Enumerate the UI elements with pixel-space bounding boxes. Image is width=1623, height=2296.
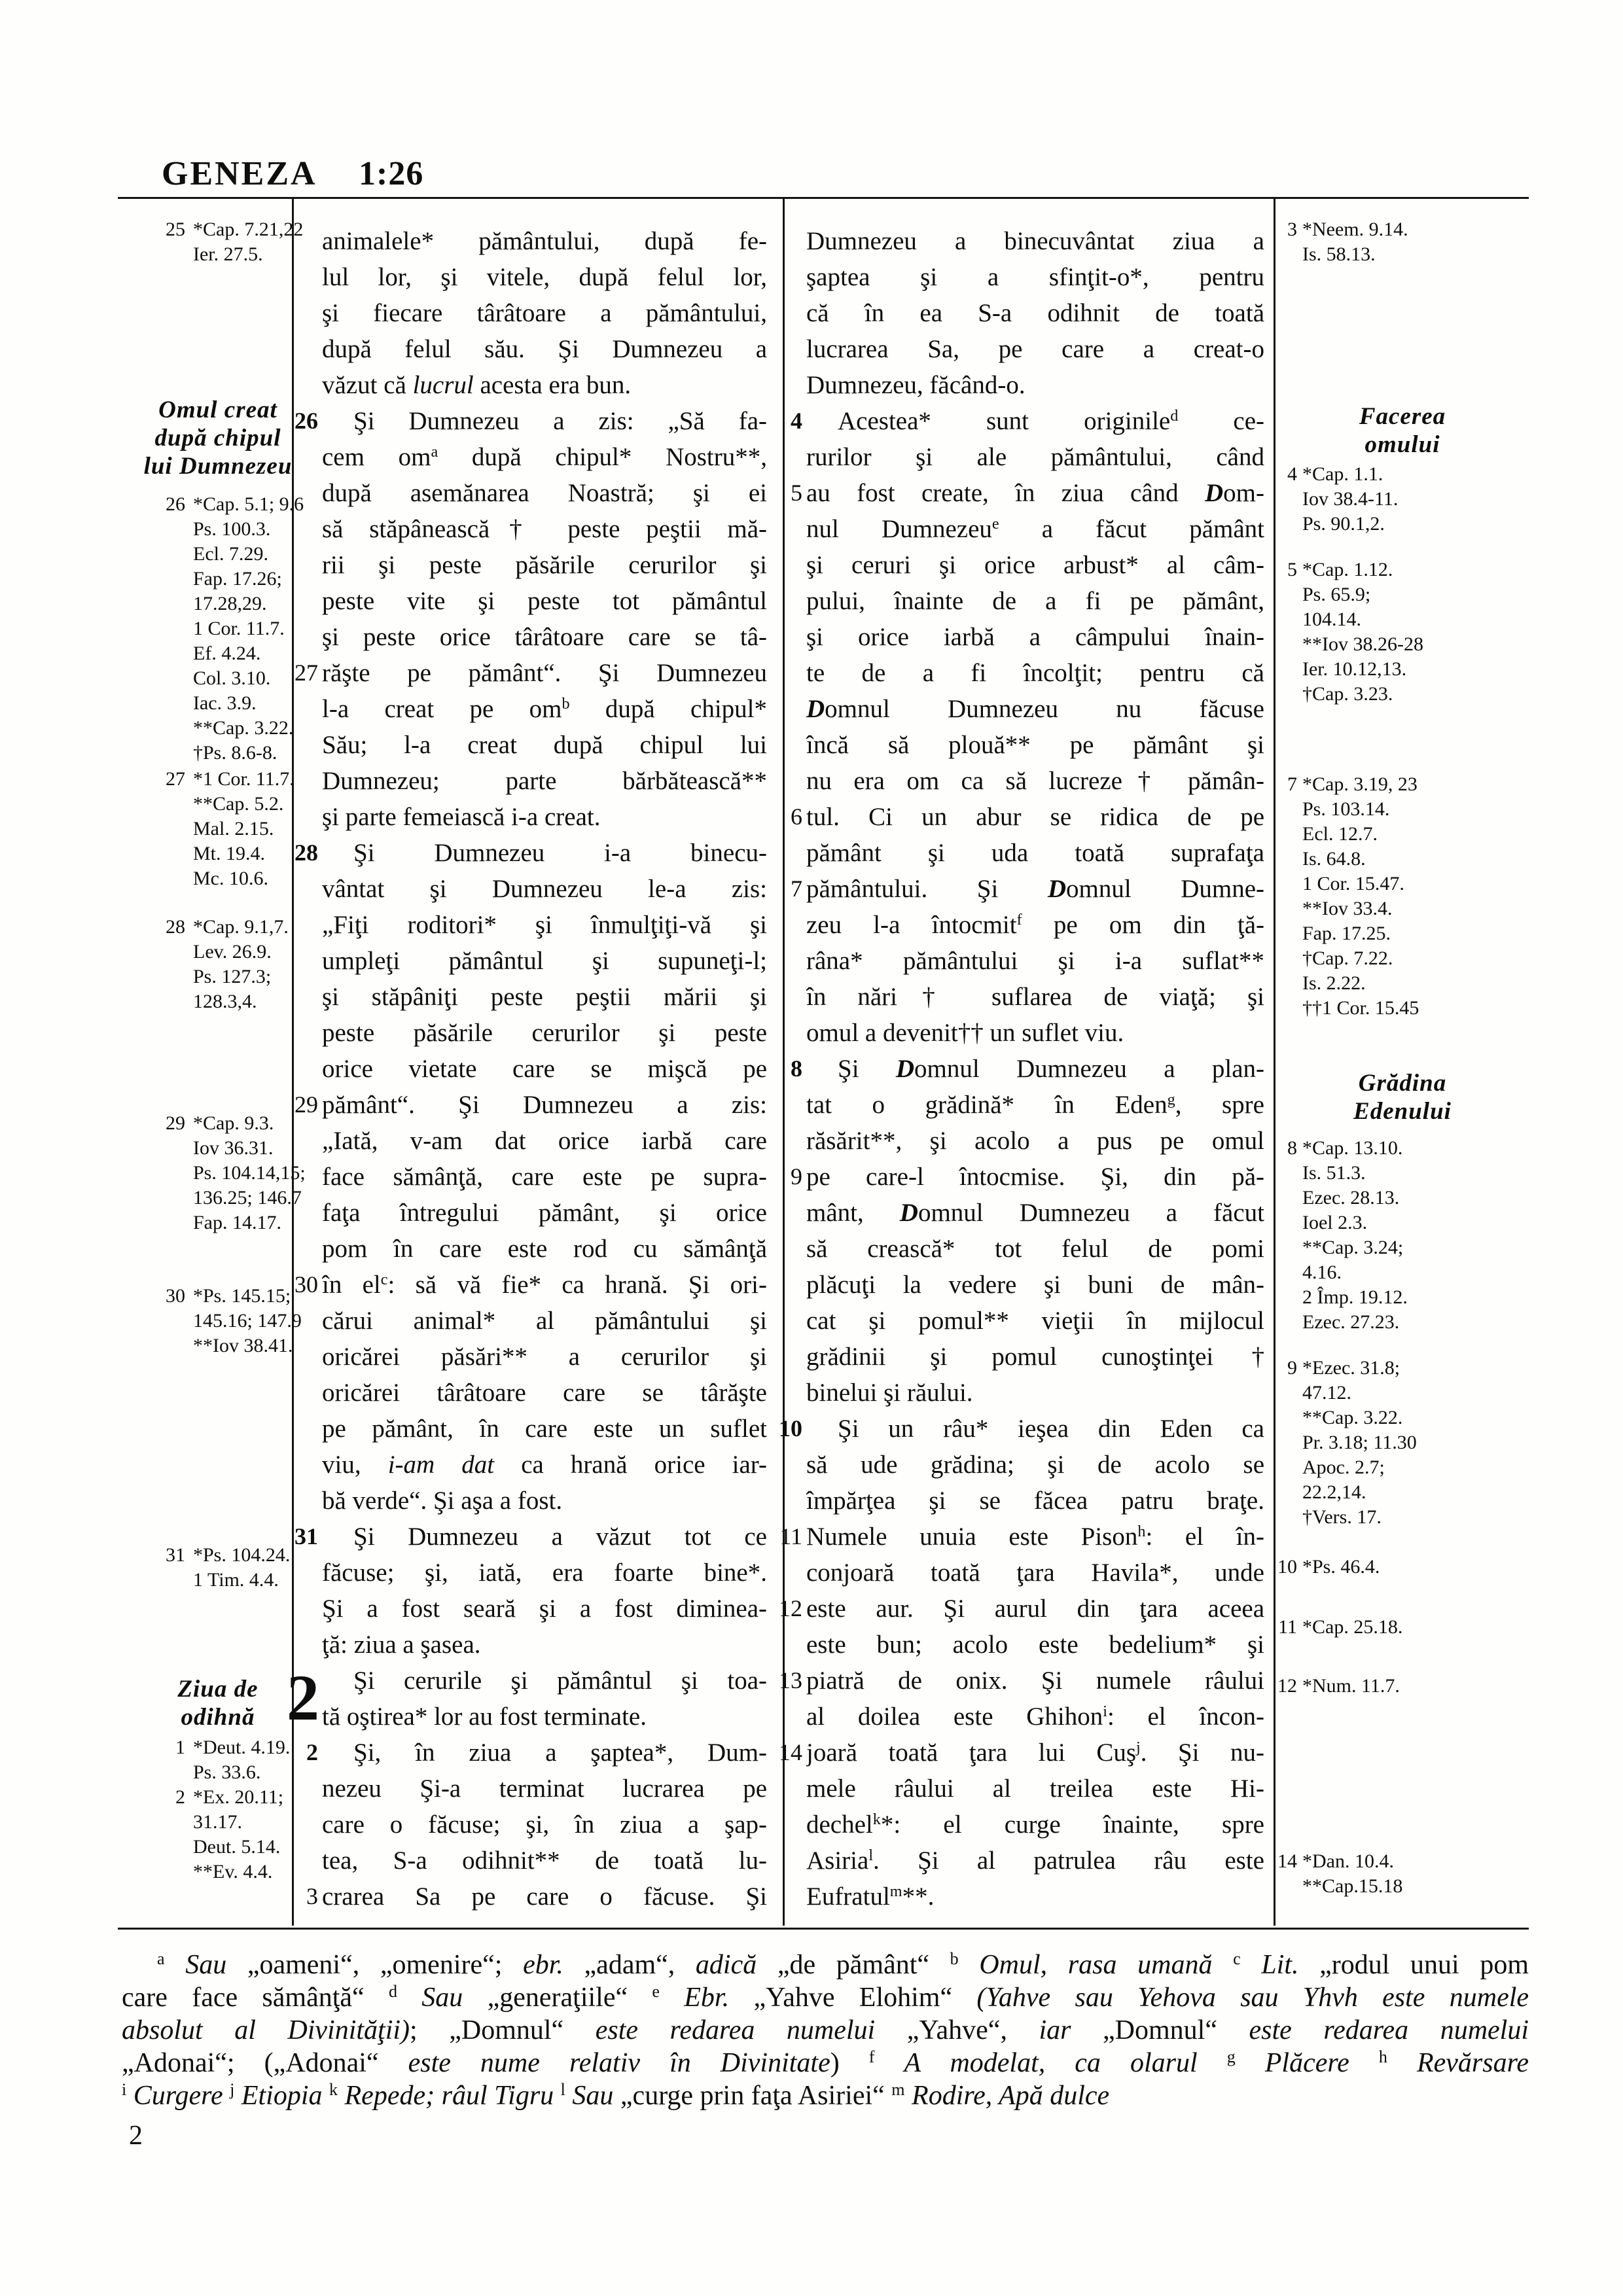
verse-number: 28 [294,839,318,866]
text-line: Dumnezeu; parte bărbătească** [322,767,767,795]
verse-number: 2 [306,1739,318,1765]
text-line: face sămânţă, care este pe supra- [322,1163,767,1191]
text-line: şaptea şi a sfinţit-o*, pentru [806,263,1264,291]
footnote-line: care face sămânţă“ $^d$ Sau „generaţiile“ $^e$ Ebr. „Yahve Elohim“ (Yahve sau Yehova sau Yhvh este numele [122,1981,1529,2013]
text-line: şi peste orice târâtoare care se tâ- [322,623,767,651]
text-line: nezeu Şi-a terminat lucrarea pe [322,1775,767,1803]
verse-block [791,871,1264,1051]
verse-block [294,1087,767,1267]
verse-block [779,1735,1264,1915]
text-line: împărţea şi se făcea patru braţe. [806,1487,1264,1515]
margin-verse-number: 25 [166,219,185,240]
margin-verse-number: 11 [1278,1616,1297,1638]
verse-block [791,403,1264,475]
text-line: bă verde“. Şi aşa a fost. [322,1487,563,1515]
text-line: Şi, în ziua a şaptea*, Dum- [353,1739,767,1767]
text-line: pământ“. Şi Dumnezeu a zis: [322,1091,767,1119]
footnote-marker: d [1170,406,1179,425]
verse-block [779,1591,1264,1663]
text-line: şi ceruri şi orice arbust* al câm- [806,551,1264,579]
text-line: pului, înainte de a fi pe pământ, [806,587,1264,615]
margin-verse-number: 29 [166,1112,185,1134]
verse-number: 26 [294,408,318,434]
margin-ref-entry [120,1111,316,1235]
verse-block [294,403,767,655]
margin-verse-number: 26 [166,493,185,515]
footnote-marker: c [380,1270,388,1288]
text-line: rii şi peste păsările cerurilor şi [322,551,767,579]
text-line: pe pământ, în care este un suflet [322,1415,767,1443]
cross-references: *Ezec. 31.8; 47.12. **Cap. 3.22. Pr. 3.18; 11.30 Apoc. 2.7; 22.2,14. †Vers. 17. [1302,1357,1417,1528]
cross-references: *Cap. 25.18. [1302,1616,1403,1638]
margin-ref-entry [120,915,316,1014]
verse-number: 31 [294,1523,318,1549]
footnote-marker: h [1137,1522,1146,1540]
text-line: după felul său. Şi Dumnezeu a [322,335,767,363]
column-divider-right [1274,198,1275,1926]
margin-ref-entry [1276,557,1529,707]
text-line: umpleţi pământul şi supuneţi-l; [322,947,767,975]
footnote-marker: a [431,442,438,461]
text-line: piatră de onix. Şi numele râului [806,1667,1264,1695]
text-column-1 [287,223,767,1915]
section-heading: Ziua de odihnă [177,1676,259,1731]
text-line: după asemănarea Noastră; şi ei [322,479,767,507]
margin-ref-entry [1276,1356,1529,1530]
text-line: lul lor, şi vitele, după felul lor, [322,263,767,291]
cross-references: *Cap. 3.19, 23 Ps. 103.14. Ecl. 12.7. Is. 64.8. 1 Cor. 15.47. **Iov 33.4. Fap. 17.25. †Cap. 7.22. Is. 2.22. ††1 Cor. 15.45 [1302,773,1419,1019]
margin-verse-number: 27 [166,768,185,790]
text-line: Şi a fost seară şi a fost diminea- [322,1595,767,1623]
text-line: Şi Dumnezeu a văzut tot ce [353,1523,767,1551]
verse-block [294,835,767,1087]
verse-block [294,1519,767,1663]
verse-block [294,655,767,835]
text-line: în $el^c$: să vă fie* ca hrană. Şi ori- [322,1270,767,1299]
text-line: binelui şi răului. [806,1379,973,1407]
text-line: Domnul Dumnezeu nu făcuse [806,695,1264,723]
text-line: în nări† suflarea de viaţă; şi [806,983,1264,1011]
text-line: văzut că lucrul acesta era bun. [322,371,632,399]
text-line: să crească* tot felul de pomi [806,1235,1264,1263]
cross-references: *Cap. 7.21,22 Ier. 27.5. [193,219,304,265]
text-line: omul a devenit†† un suflet viu. [806,1019,1124,1047]
footnote-marker: l [560,2079,565,2099]
text-line: Şi Domnul Dumnezeu a plan- [838,1055,1264,1083]
text-line: să stăpânească† peste peştii mă- [322,515,767,543]
text-line: „Iată, v-am dat orice iarbă care [322,1127,767,1155]
text-line: pământului. Şi Domnul Dumne- [806,875,1264,903]
margin-verse-number: 28 [166,916,185,938]
verse-block [791,1051,1264,1159]
margin-verse-number: 1 [175,1737,185,1758]
text-line: este bun; acolo este bedelium* şi [806,1631,1264,1659]
text-line: Eufratul$^m$**. [806,1882,935,1911]
verse-number: 27 [294,660,318,686]
text-line: mele râului al treilea este Hi- [806,1775,1264,1803]
ornate-capital-d: D [1205,479,1224,507]
text-line: care o făcuse; şi, în ziua a şap- [322,1810,767,1839]
footnote-marker: d [388,1981,397,2001]
text-line: cărui animal* al pământului şi [322,1307,767,1335]
verse-number: 8 [791,1055,802,1082]
text-line: plăcuţi la vedere şi buni de mân- [806,1271,1264,1299]
footnotes [122,1949,1529,2112]
text-line: râna* pământului şi i-a suflat** [806,947,1264,975]
margin-verse-number: 7 [1287,773,1297,795]
text-line: peste păsările cerurilor şi peste [322,1019,767,1047]
verse-block [306,1735,767,1879]
cross-references: *Num. 11.7. [1302,1675,1400,1697]
cross-references: *Cap. 9.1,7. Lev. 26.9. Ps. 127.3; 128.3,4. [193,916,289,1012]
text-line: pământ şi uda toată suprafaţa [806,839,1264,867]
text-line: pe care-l întocmise. Şi, din pă- [806,1163,1264,1191]
cross-references: *Ps. 46.4. [1302,1556,1380,1578]
margin-ref-entry [120,217,316,267]
text-line: cem $om^a$ după chipul* Nostru**, [322,442,767,471]
verse-number: 14 [779,1739,802,1765]
text-line: Asiria$^l$. Şi al patrulea râu este [806,1846,1264,1875]
cross-references: *Cap. 13.10. Is. 51.3. Ezec. 28.13. Ioel 2.3. **Cap. 3.24; 4.16. 2 Împ. 19.12. Ezec. 27.23. [1302,1137,1408,1333]
text-line: orice vietate care se mişcă pe [322,1055,767,1083]
text-line: oricărei păsări** a cerurilor şi [322,1343,767,1371]
cross-references: *1 Cor. 11.7. **Cap. 5.2. Mal. 2.15. Mt. 19.4. Mc. 10.6. [193,768,294,889]
verse-block [779,1519,1264,1591]
text-line: grădinii şi pomul cunoştinţei† [806,1343,1264,1371]
text-line: „Fiţi roditori* şi înmulţiţi-vă şi [322,911,767,939]
margin-ref-entry [1276,1136,1529,1335]
verse-number: 30 [294,1271,318,1298]
text-line: încă să plouă** pe pământ şi [806,731,1264,759]
cross-references: *Cap. 5.1; 9.6 Ps. 100.3. Ecl. 7.29. Fap. 17.26; 17.28,29. 1 Cor. 11.7. Ef. 4.24. Col. 3.10. Iac. 3.9. **Cap. 3.22. †Ps. 8.6-8. [193,493,304,764]
text-line: răşte pe pământ“. Şi Dumnezeu [322,659,767,687]
text-line: tă oştirea* lor au fost terminate. [322,1703,647,1731]
footnote-marker: h [1378,2047,1387,2066]
verse-number: 7 [791,875,802,902]
text-line: animalele* pământului, după fe- [322,227,767,255]
verse-block [791,475,1264,799]
text-line: ţă: ziua a şasea. [322,1631,481,1659]
text-line: Acestea* sunt originile$^d$ ce- [838,406,1264,435]
section-heading: Grădina Edenului [1353,1070,1452,1125]
margin-ref-entry [120,767,316,891]
text-line: să ude grădina; şi de acolo se [806,1451,1264,1479]
margin-verse-number: 12 [1277,1675,1297,1697]
footnote-line: $^i$ Curgere $^j$ Etiopia $^k$ Repede; râul Tigru $^l$ Sau „curge prin faţa Asiriei“ $^m$ Rodire, Apă dulce [122,2079,1110,2111]
text-line: că în ea S-a odihnit de toată [806,299,1264,327]
margin-ref-entry [120,492,316,766]
text-line: conjoară toată ţara Havila*, unde [806,1559,1264,1587]
text-line: Dumnezeu, făcând-o. [806,371,1026,399]
text-line: cat şi pomul** vieţii în mijlocul [806,1307,1264,1335]
footnote-marker: b [950,1949,959,1968]
text-line: făcuse; şi, iată, era foarte bine*. [322,1559,767,1587]
verse-number: 9 [791,1163,802,1190]
margin-ref-entry [120,1735,316,1785]
text-line: rurilor şi ale pământului, când [806,443,1264,471]
cross-references: *Deut. 4.19. Ps. 33.6. [193,1737,291,1783]
verse-block [779,1411,1264,1519]
margin-ref-entry [120,1543,316,1593]
footnote-marker: i [1103,1702,1107,1720]
section-heading: Omul creat după chipul lui Dumnezeu [143,397,293,480]
verse-number: 12 [779,1595,802,1621]
text-line: este aur. Şi aurul din ţara aceea [806,1595,1264,1623]
text-line: lucrarea Sa, pe care a creat-o [806,335,1264,363]
margin-ref-entry [120,1785,316,1884]
text-line: tat o grădină* în Eden$^g$, spre [806,1090,1264,1119]
verse-number: 13 [779,1667,802,1693]
text-line: mânt, Domnul Dumnezeu a făcut [806,1199,1264,1227]
ornate-capital-d: D [895,1055,915,1083]
footnote-marker: k [329,2079,338,2099]
margin-verse-number: 3 [1287,219,1297,240]
verse-block [806,223,1264,403]
margin-verse-number: 10 [1277,1556,1297,1578]
text-line: te de a fi încolţit; pentru că [806,659,1264,687]
text-line: tul. Ci un abur se ridica de pe [806,803,1264,831]
text-line: au fost create, în ziua când Dom- [806,479,1264,507]
verse-block [791,799,1264,871]
text-line: şi stăpâniţi peste peştii mării şi [322,983,767,1011]
footnote-marker: i [122,2079,127,2099]
footnote-marker: f [868,2047,875,2066]
margin-verse-number: 9 [1287,1357,1297,1379]
cross-references: *Ps. 145.15; 145.16; 147.9 **Iov 38.41. [193,1285,302,1356]
text-line: Său; l-a creat după chipul lui [322,731,767,759]
verse-number: 10 [779,1415,802,1441]
text-line: al doilea este Ghihon$^i$: el încon- [806,1702,1264,1731]
verse-block [791,1159,1264,1411]
margin-verse-number: 2 [175,1786,185,1808]
margin-ref-entry [1276,772,1529,1021]
cross-references: *Cap. 1.1. Iov 38.4-11. Ps. 90.1,2. [1302,463,1399,535]
verse-number: 6 [791,804,802,830]
footnote-line: absolut al Divinităţii); „Domnul“ este redarea numelui „Yahve“, iar „Domnul“ este redarea numelui [122,2015,1529,2045]
cross-references: *Ps. 104.24. 1 Tim. 4.4. [193,1544,291,1591]
verse-block [322,223,767,403]
footnote-marker: g [1167,1090,1175,1108]
footnote-marker: e [991,514,999,533]
text-line: Dumnezeu a binecuvântat ziua a [806,227,1264,255]
text-line: viu, i-am dat ca hrană orice iar- [322,1451,767,1479]
text-line: dechel$^k$*: el curge înainte, spre [806,1810,1264,1839]
verse-block [779,1663,1264,1735]
ornate-capital-d: D [806,695,825,723]
footnote-line: „Adonai“; („Adonai“ este nume relativ în Divinitate) $^f$ A modelat, ca olarul $^g$ Plăcere $^h$ Revărsare [122,2047,1529,2078]
text-line: zeu l-a întocmit$^f$ pe om din ţă- [806,910,1264,939]
cross-references: *Dan. 10.4. **Cap.15.18 [1302,1850,1403,1897]
text-line: nu era om ca să lucreze† pămân- [806,767,1264,795]
margin-ref-entry [1276,462,1529,537]
text-line: Numele unuia este Pison$^h$: el în- [806,1522,1264,1551]
text-line: Şi Dumnezeu i-a binecu- [353,839,767,867]
book-title: GENEZA [162,155,317,192]
footnote-marker: c [1233,1949,1241,1968]
footnote-marker: g [1226,2047,1236,2066]
text-line: faţa întregului pământ, şi orice [322,1199,767,1227]
margin-ref-entry [1276,1849,1529,1899]
text-line: oricărei târâtoare care se târăşte [322,1379,767,1407]
chapter-start-block [287,1661,767,1735]
page-number: 2 [129,2121,143,2151]
text-line: şi fiecare târâtoare a pământului, [322,299,767,327]
verse-block [306,1879,767,1915]
margin-verse-number: 8 [1287,1137,1297,1159]
text-line: l-a creat pe $om^b$ după chipul* [322,694,767,723]
text-line: Şi Dumnezeu a zis: „Să fa- [353,407,767,435]
verse-number: 11 [779,1523,802,1549]
margin-verse-number: 30 [166,1285,185,1307]
footnote-marker: e [652,1981,660,2001]
cross-references: *Ex. 20.11; 31.17. Deut. 5.14. **Ev. 4.4. [193,1786,284,1882]
section-heading: Facerea omului [1359,403,1446,458]
cross-references: *Neem. 9.14. Is. 58.13. [1302,219,1408,265]
text-line: peste vite şi peste tot pământul [322,587,767,615]
text-line: vântat şi Dumnezeu le-a zis: [322,875,767,903]
ornate-capital-d: D [899,1199,918,1227]
chapter-number: 2 [287,1661,319,1734]
text-line: joară toată ţara lui Cuş$^j$. Şi nu- [806,1738,1264,1767]
text-line: răsărit**, şi acolo a pus pe omul [806,1127,1264,1155]
cross-references: *Cap. 1.12. Ps. 65.9; 104.14. **Iov 38.26-28 Ier. 10.12,13. †Cap. 3.23. [1302,559,1423,705]
margin-verse-number: 14 [1277,1850,1297,1872]
margin-ref-entry [1276,217,1529,267]
margin-verse-number: 31 [166,1544,185,1566]
footnote-marker: k [872,1810,881,1828]
margin-ref-entry [1276,1555,1529,1580]
text-line: şi orice iarbă a câmpului înain- [806,623,1264,651]
margin-verse-number: 5 [1287,559,1297,580]
text-line: şi parte femeiască i-a creat. [322,803,601,831]
verse-number: 4 [791,408,802,434]
footnote-line: $^a$ Sau „oameni“, „omenire“; ebr. „adam“, adică „de pământ“ $^b$ Omul, rasa umană $^c$ Lit. „rodul unui pom [157,1949,1529,1980]
chapter-verse-reference: 1:26 [359,155,424,192]
verse-number: 5 [791,480,802,506]
margin-ref-entry [120,1284,316,1358]
margin-ref-entry [1276,1615,1529,1640]
footnote-marker: b [562,694,570,713]
margin-ref-entry [1276,1674,1529,1699]
text-line: nul Dumnezeu$^e$ a făcut pământ [806,514,1264,543]
verse-number: 3 [306,1883,318,1909]
text-column-2 [779,223,1264,1915]
text-line: tea, S-a odihnit** de toată lu- [322,1846,767,1875]
footnote-marker: f [1016,910,1022,928]
text-line: crarea Sa pe care o făcuse. Şi [322,1882,767,1911]
cross-references: *Cap. 9.3. Iov 36.31. Ps. 104.14,15; 136.25; 146.7 Fap. 14.17. [193,1112,306,1233]
verse-number: 29 [294,1091,318,1118]
margin-verse-number: 4 [1287,463,1297,485]
text-line: Şi cerurile şi pământul şi toa- [353,1667,767,1695]
footnote-marker: m [889,1882,902,1900]
footnote-marker: j [230,2079,235,2099]
footnote-marker: j [1136,1738,1141,1756]
text-line: Şi un râu* ieşea din Eden ca [838,1415,1264,1443]
verse-block [294,1267,767,1519]
footnote-marker: a [157,1949,165,1968]
ornate-capital-d: D [1047,875,1066,903]
footnote-marker: l [868,1846,874,1864]
footnote-marker: m [891,2079,905,2099]
text-line: pom în care este rod cu sămânţă [322,1235,767,1263]
